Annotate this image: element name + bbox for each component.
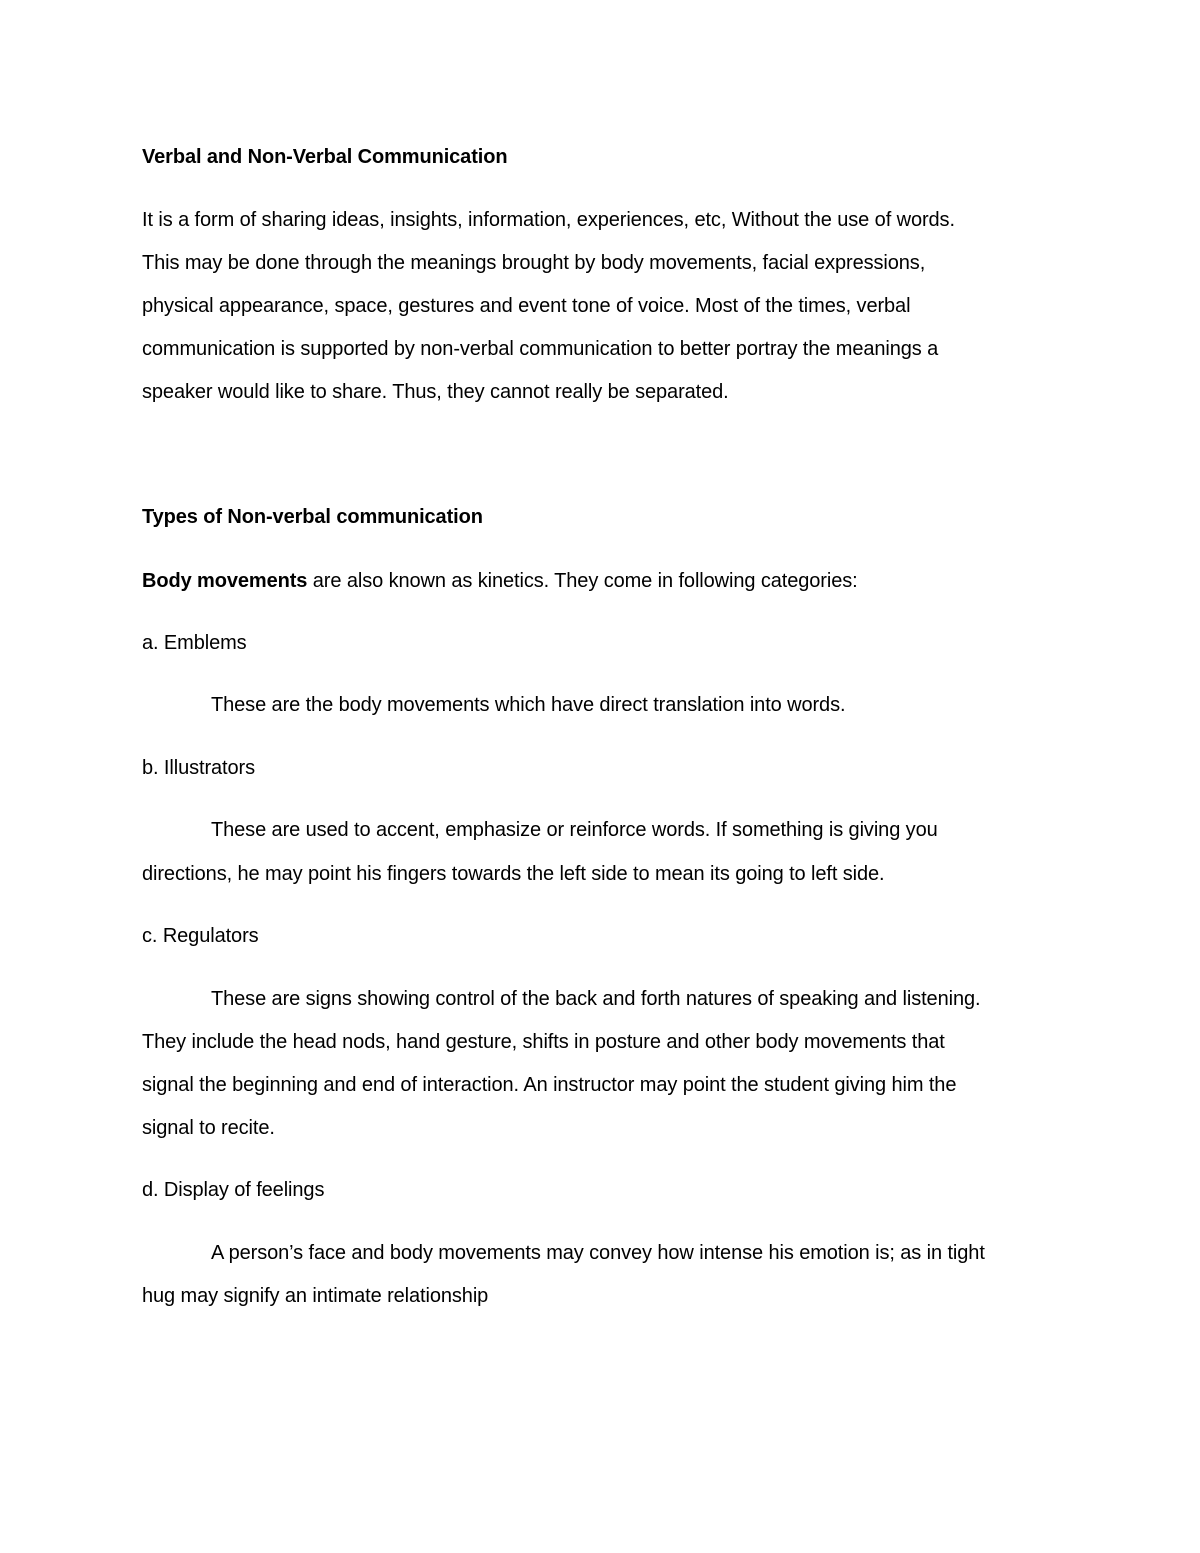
- category-heading-regulators: c. Regulators: [142, 925, 259, 947]
- category-heading-emblems: a. Emblems: [142, 632, 247, 654]
- regulators-line-1: These are signs showing control of the back and forth natures of speaking and listening.: [211, 988, 981, 1010]
- category-heading-illustrators: b. Illustrators: [142, 757, 255, 779]
- regulators-line-4: signal to recite.: [142, 1117, 275, 1139]
- intro-line-2: This may be done through the meanings brought by body movements, facial expressions,: [142, 252, 926, 274]
- document-title: Verbal and Non-Verbal Communication: [142, 146, 508, 168]
- intro-line-1: It is a form of sharing ideas, insights, information, experiences, etc, Without the use of words.: [142, 209, 955, 231]
- regulators-line-2: They include the head nods, hand gesture, shifts in posture and other body movements that: [142, 1031, 945, 1053]
- body-movements-term: Body movements: [142, 570, 308, 592]
- body-movements-paragraph: [142, 569, 858, 593]
- display-of-feelings-line-1: A person’s face and body movements may convey how intense his emotion is; as in tight: [211, 1242, 985, 1264]
- intro-line-4: communication is supported by non-verbal communication to better portray the meanings a: [142, 338, 939, 360]
- display-of-feelings-line-2: hug may signify an intimate relationship: [142, 1285, 489, 1307]
- illustrators-line-2: directions, he may point his fingers towards the left side to mean its going to left side.: [142, 863, 885, 885]
- intro-line-5: speaker would like to share. Thus, they cannot really be separated.: [142, 381, 729, 403]
- body-movements-text: are also known as kinetics. They come in following categories:: [307, 570, 858, 592]
- category-heading-display-of-feelings: d. Display of feelings: [142, 1179, 325, 1201]
- regulators-line-3: signal the beginning and end of interaction. An instructor may point the student giving him the: [142, 1074, 957, 1096]
- illustrators-line-1: These are used to accent, emphasize or reinforce words. If something is giving you: [211, 819, 938, 841]
- intro-line-3: physical appearance, space, gestures and event tone of voice. Most of the times, verbal: [142, 295, 911, 317]
- section-heading: Types of Non-verbal communication: [142, 506, 483, 528]
- emblems-line-1: These are the body movements which have direct translation into words.: [211, 694, 846, 716]
